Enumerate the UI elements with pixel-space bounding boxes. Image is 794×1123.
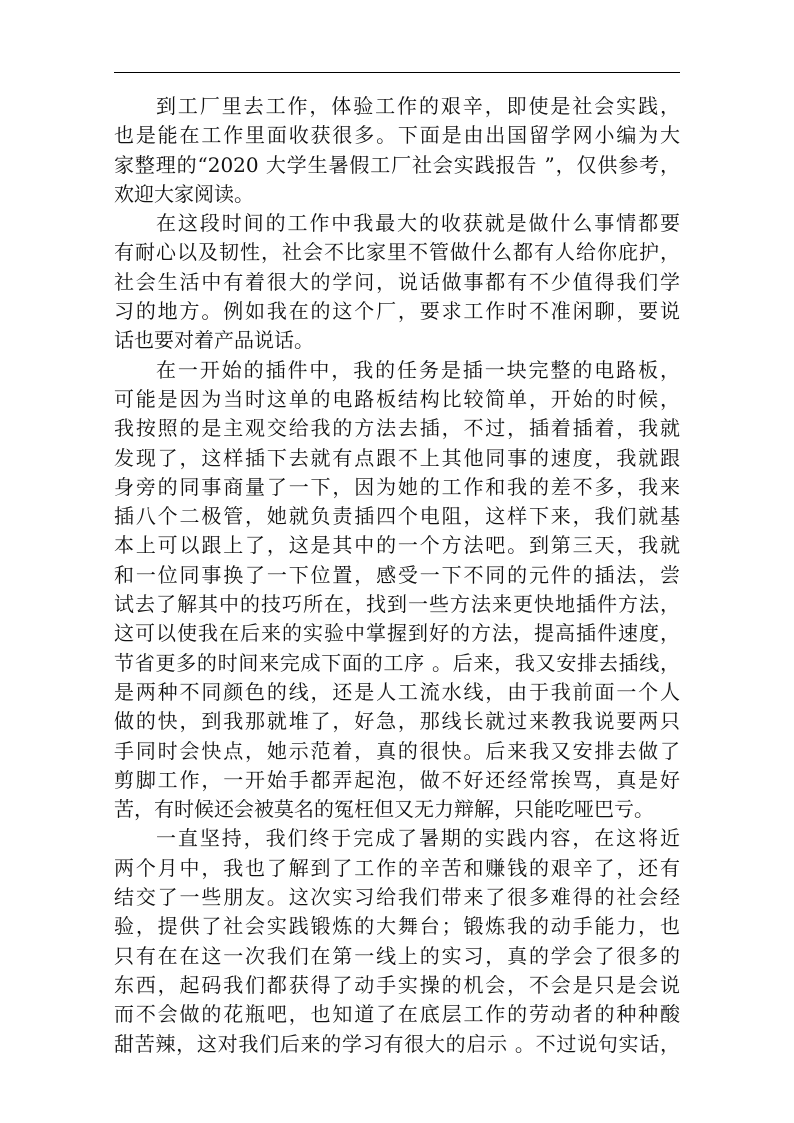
paragraph-line: 手同时会快点，她示范着，真的很快。后来我又安排去做了 [114, 738, 680, 763]
paragraph-line: 甜苦辣，这对我们后来的学习有很大的启示 。不过说句实话， [114, 1031, 680, 1056]
paragraph-line: 节省更多的时间来完成下面的工序 。后来，我又安排去插线， [114, 650, 680, 675]
paragraph-line: 发现了，这样插下去就有点跟不上其他同事的速度，我就跟 [114, 445, 680, 470]
paragraph-line: 有耐心以及韧性，社会不比家里不管做什么都有人给你庇护， [114, 240, 680, 265]
paragraph-line: 两个月中，我也了解到了工作的辛苦和赚钱的艰辛了，还有 [114, 855, 680, 880]
paragraph [114, 209, 680, 355]
paragraph-line: 插八个二极管，她就负责插四个电阻，这样下来，我们就基 [114, 504, 680, 529]
paragraph-line: 话也要对着产品说话。 [114, 328, 314, 353]
paragraph-line: 在这段时间的工作中我最大的收获就是做什么事情都要 [156, 211, 680, 236]
paragraph-line: 而不会做的花瓶吧，也知道了在底层工作的劳动者的种种酸 [114, 1002, 680, 1027]
paragraph-line: 社会生活中有着很大的学问，说话做事都有不少值得我们学 [114, 269, 680, 294]
paragraph-line: 一直坚持，我们终于完成了暑期的实践内容，在这将近 [156, 826, 680, 851]
paragraph-line: 只有在在这一次我们在第一线上的实习，真的学会了很多的 [114, 943, 680, 968]
header-rule [114, 72, 680, 73]
paragraph-line: 可能是因为当时这单的电路板结构比较简单，开始的时候， [114, 386, 680, 411]
paragraph [114, 824, 680, 1058]
paragraph-line: 试去了解其中的技巧所在，找到一些方法来更快地插件方法， [114, 592, 680, 617]
paragraph-line: 欢迎大家阅读。 [114, 181, 254, 206]
paragraph-line: 在一开始的插件中，我的任务是插一块完整的电路板， [156, 357, 680, 382]
paragraph-line: 验，提供了社会实践锻炼的大舞台；锻炼我的动手能力，也 [114, 914, 680, 939]
document-body [114, 92, 680, 1059]
paragraph [114, 356, 680, 825]
paragraph-line: 剪脚工作，一开始手都弄起泡，做不好还经常挨骂，真是好 [114, 767, 680, 792]
paragraph-line: 我按照的是主观交给我的方法去插，不过，插着插着，我就 [114, 416, 680, 441]
paragraph-line: 也是能在工作里面收获很多。下面是由出国留学网小编为大 [114, 123, 680, 148]
paragraph-line: 本上可以跟上了，这是其中的一个方法吧。到第三天，我就 [114, 533, 680, 558]
paragraph-line: 家整理的“2020 大学生暑假工厂社会实践报告 ”，仅供参考， [114, 152, 680, 177]
paragraph-line: 和一位同事换了一下位置，感受一下不同的元件的插法，尝 [114, 562, 680, 587]
paragraph-line: 到工厂里去工作，体验工作的艰辛，即使是社会实践， [156, 94, 680, 118]
paragraph [114, 92, 680, 209]
paragraph-line: 东西，起码我们都获得了动手实操的机会，不会是只是会说 [114, 972, 680, 997]
paragraph-line: 做的快，到我那就堆了，好急，那线长就过来教我说要两只 [114, 709, 680, 734]
paragraph-line: 这可以使我在后来的实验中掌握到好的方法，提高插件速度， [114, 621, 680, 646]
paragraph-line: 是两种不同颜色的线，还是人工流水线，由于我前面一个人 [114, 679, 680, 704]
paragraph-line: 习的地方。例如我在的这个厂，要求工作时不准闲聊，要说 [114, 299, 680, 324]
paragraph-line: 身旁的同事商量了一下，因为她的工作和我的差不多，我来 [114, 474, 680, 499]
paragraph-line: 结交了一些朋友。这次实习给我们带来了很多难得的社会经 [114, 885, 680, 910]
paragraph-line: 苦，有时候还会被莫名的冤枉但又无力辩解，只能吃哑巴亏。 [114, 797, 654, 822]
